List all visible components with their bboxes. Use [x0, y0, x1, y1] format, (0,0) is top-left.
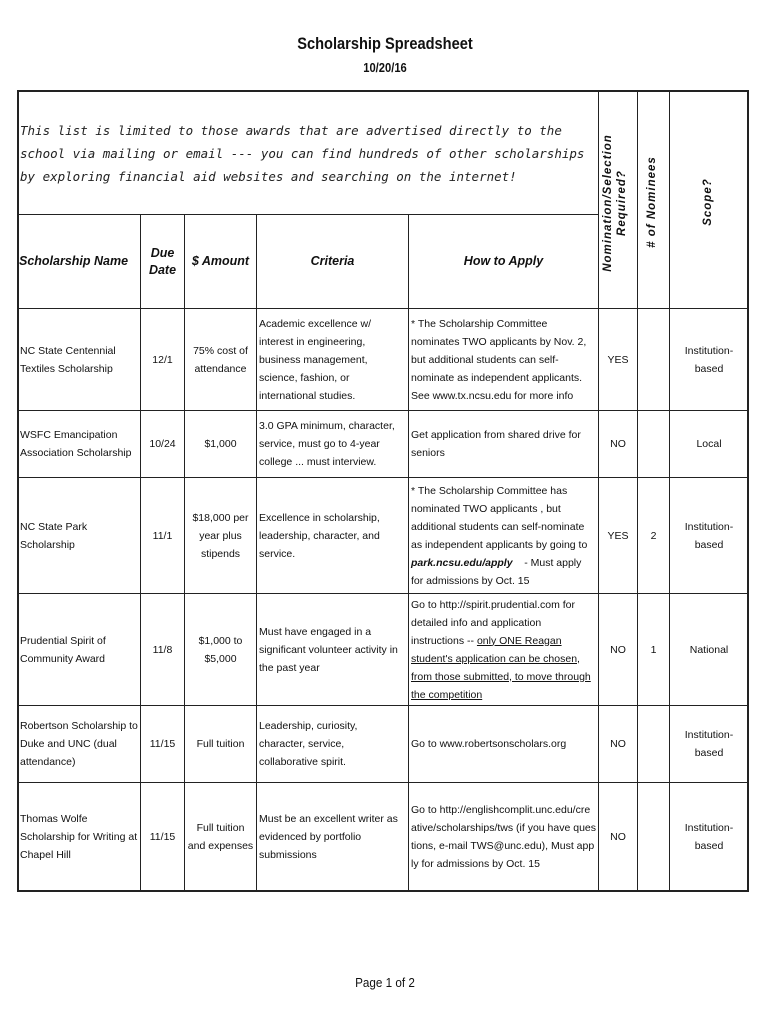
table-row-0-due: 12/1	[152, 353, 173, 366]
table-row-1-due: 10/24	[149, 438, 176, 450]
table-row-0-nominees	[638, 309, 669, 410]
table-row-5-nomination: NO	[610, 830, 626, 843]
table-row-3-nomination: NO	[610, 643, 626, 656]
table-row-2-scope: Institution-based	[684, 520, 734, 551]
table-row-4-scope: Institution-based	[684, 729, 734, 759]
table-row-5-apply: Go to http://englishcomplit.unc.edu/creative/scholarships/tws (if you have questions, e-mail TWS@unc.edu), Must apply for admissions by Oct. 15	[411, 803, 597, 870]
document-date: 10/20/16	[363, 60, 407, 75]
table-row-5-criteria: Must be an excellent writer as evidenced by portfolio submissions	[259, 812, 398, 861]
table-row-0-scope: Institution-based	[684, 344, 734, 375]
table-row-4-due: 11/15	[149, 738, 176, 750]
table-row-1-nomination: NO	[610, 438, 626, 450]
table-row-2-amount: $18,000 per year plus stipends	[192, 511, 249, 560]
table-row-1-nominees	[638, 411, 669, 477]
table-row-4-nomination: NO	[610, 738, 626, 750]
header-scope: Scope?	[702, 178, 714, 226]
table-row-1-apply: Get application from shared drive for seniors	[411, 429, 581, 459]
table-row-3-amount: $1,000 to $5,000	[198, 634, 243, 665]
header-nominees: # of Nominees	[646, 156, 658, 248]
header-criteria: Criteria	[310, 254, 355, 268]
table-row-1-name: WSFC Emancipation Association Scholarship	[20, 429, 132, 459]
table-row-3-apply: Go to http://spirit.prudential.com for detailed info and application instructions -- only ONE Reagan student's application can be chosen, from those submitted, to move through the competition	[411, 598, 591, 701]
table-row-3-criteria: Must have engaged in a significant volunteer activity in the past year	[259, 625, 398, 674]
intro-note: This list is limited to those awards that are advertised directly to the school via mailing or email --- you can find hundreds of other scholarships by exploring financial aid websites and searching on the internet!	[20, 123, 585, 184]
table-row-2-nomination: YES	[607, 529, 629, 542]
table-row-1-scope: Local	[696, 438, 722, 450]
table-row-3-nominees: 1	[650, 643, 657, 656]
table-row-0-criteria: Academic excellence w/ interest in engineering, business management, science, fashion, or international studies.	[259, 317, 372, 402]
table-row-1-amount: $1,000	[204, 438, 237, 450]
table-row-3-scope: National	[689, 643, 729, 656]
table-row-3-name: Prudential Spirit of Community Award	[20, 634, 106, 665]
table-row-1-criteria: 3.0 GPA minimum, character, service, must go to 4-year college ... must interview.	[259, 420, 395, 468]
table-row-3-due: 11/8	[152, 643, 173, 656]
table-row-0-name: NC State Centennial Textiles Scholarship	[20, 344, 116, 375]
header-scholarship-name: Scholarship Name	[19, 254, 129, 268]
table-row-0-amount: 75% cost of attendance	[193, 344, 248, 375]
table-row-0-apply: * The Scholarship Committee nominates TWO applicants by Nov. 2, but additional students can self-nominate as independent applicants. See www.tx.ncsu.edu for more info	[411, 317, 587, 402]
table-row-2-apply: * The Scholarship Committee has nominated TWO applicants , but additional students can self-nominate as independent applicants by going to park.ncsu.edu/apply - Must apply for admissions by Oct. 15	[411, 484, 588, 587]
table-row-5-name: Thomas Wolfe Scholarship for Writing at Chapel Hill	[20, 812, 138, 861]
table-row-5-due: 11/15	[149, 830, 176, 843]
table-row-2-criteria: Excellence in scholarship, leadership, character, and service.	[259, 511, 380, 560]
header-nomination: Nomination/Selection Required?	[602, 134, 628, 272]
table-row-4-name: Robertson Scholarship to Duke and UNC (dual attendance)	[20, 720, 138, 768]
table-row-0-nomination: YES	[607, 353, 629, 366]
table-row-4-nominees	[638, 706, 669, 782]
table-row-5-scope: Institution-based	[684, 821, 734, 852]
table-row-5-amount: Full tuition and expenses	[187, 821, 254, 852]
table-row-2-due: 11/1	[152, 529, 173, 542]
table-row-2-name: NC State Park Scholarship	[20, 520, 88, 551]
header-due-date: Due Date	[148, 245, 177, 277]
header-how-to-apply: How to Apply	[463, 254, 544, 268]
table-row-2-nominees: 2	[650, 529, 657, 542]
table-row-4-amount: Full tuition	[196, 738, 245, 750]
table-row-4-apply: Go to www.robertsonscholars.org	[411, 738, 567, 750]
document-title: Scholarship Spreadsheet	[297, 34, 473, 53]
table-row-5-nominees	[638, 783, 669, 890]
header-amount: $ Amount	[191, 254, 250, 268]
table-row-4-criteria: Leadership, curiosity, character, service, collaborative spirit.	[259, 720, 358, 768]
page-number: Page 1 of 2	[355, 975, 415, 990]
park-url-link[interactable]: park.ncsu.edu/apply	[411, 556, 513, 569]
